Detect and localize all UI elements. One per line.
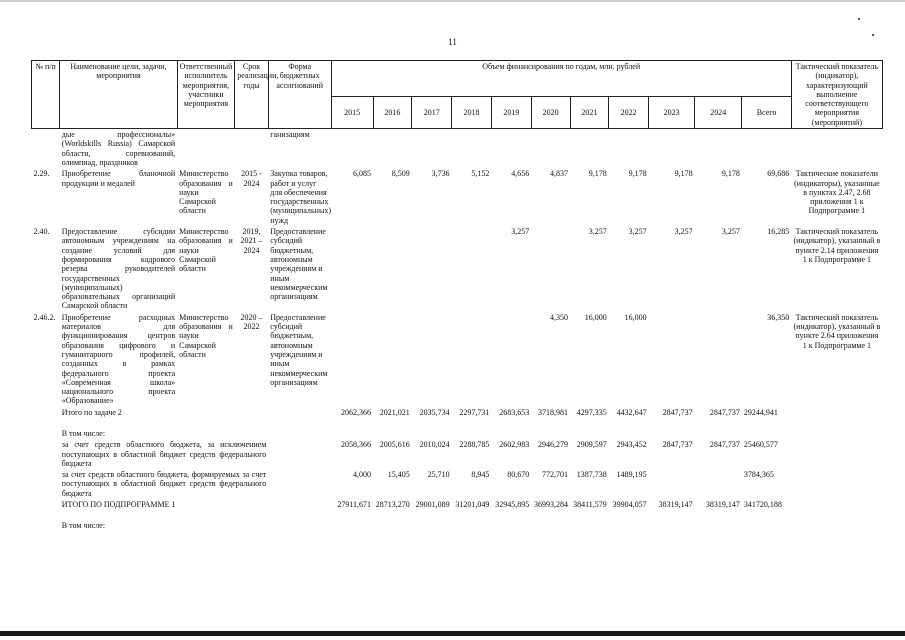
summary-spacer: [32, 407, 60, 418]
summary-value: 772,701: [542, 470, 568, 480]
summary-label: Итого по задаче 2: [61, 407, 122, 417]
row-value: [373, 312, 412, 407]
summary-value: 27911,671: [337, 500, 372, 510]
summary-value: [452, 428, 492, 439]
summary-value: 2288,785: [459, 440, 490, 450]
row-value: [373, 129, 412, 169]
row-num: 2.29.: [33, 169, 50, 179]
summary-label: ИТОГО ПО ПОДПРОГРАММЕ 1: [61, 500, 176, 510]
summary-value: 36993,284: [534, 500, 568, 510]
row-form: Предоставление субсидий бюджетным, автономным учреждениям и иным некоммерческим организациям: [270, 312, 328, 387]
spacer-row: [32, 418, 883, 428]
row-total: 16,285: [767, 227, 790, 237]
summary-value: [570, 428, 609, 439]
row-value: [331, 312, 373, 407]
header-name: Наименование цели, задачи, мероприятия: [60, 61, 177, 129]
row-num: 2.46.2.: [33, 312, 56, 322]
summary-value: 2847,737: [662, 407, 693, 417]
funding-table: [31, 60, 883, 532]
summary-row: [32, 499, 883, 510]
summary-total: 25460,577: [743, 440, 778, 450]
summary-value: 4,000: [353, 470, 372, 480]
row-value: 3,257: [721, 227, 740, 237]
row-value: 16,000: [624, 312, 647, 322]
row-value: [452, 312, 492, 407]
summary-spacer: [32, 439, 60, 469]
header-year: 2022: [609, 97, 649, 129]
row-form: Закупка товаров, работ и услуг для обеспечения государственных (муниципальных) нужд: [270, 169, 331, 225]
row-value: [412, 312, 452, 407]
summary-value: 4432,647: [616, 407, 647, 417]
measure-row: [32, 226, 883, 312]
summary-value: [695, 520, 742, 531]
summary-value: 2005,616: [379, 440, 410, 450]
summary-total: 341720,188: [743, 500, 782, 510]
summary-value: [491, 520, 531, 531]
summary-label: В том числе:: [61, 428, 106, 438]
row-value: [452, 226, 492, 312]
row-name: Приобретение бланочной продукции и медалей: [61, 169, 176, 188]
summary-value: 38319,147: [658, 500, 693, 510]
row-value: [649, 129, 695, 169]
row-value: 3,257: [628, 227, 647, 237]
scan-bottom-edge: [0, 631, 905, 636]
summary-value: 2021,021: [379, 407, 410, 417]
summary-total: [742, 428, 791, 439]
summary-value: [649, 428, 695, 439]
row-term: 2019, 2021 – 2024: [240, 227, 263, 255]
summary-indicator: [791, 499, 882, 510]
row-term: 2015 - 2024: [241, 169, 262, 188]
header-year: 2023: [649, 97, 695, 129]
row-responsible: [177, 129, 235, 169]
row-value: [331, 129, 373, 169]
row-total: [742, 129, 791, 169]
summary-value: 1387,738: [576, 470, 607, 480]
row-term: 2020 – 2022: [240, 312, 263, 332]
summary-indicator: [791, 469, 882, 499]
row-value: 8,509: [391, 169, 410, 179]
row-num: 2.40.: [33, 227, 50, 237]
row-num: [32, 129, 60, 169]
summary-value: 2909,597: [576, 440, 607, 450]
summary-total: [742, 520, 791, 531]
summary-form: [268, 407, 331, 418]
summary-value: [491, 428, 531, 439]
summary-indicator: [791, 428, 882, 439]
row-value: 9,178: [628, 169, 647, 179]
summary-value: 38411,579: [573, 500, 607, 510]
row-value: 3,257: [588, 227, 607, 237]
row-indicator: Тактический показатель (индикатор), указанный в пункте 2.14 приложения 1 к Подпрограмме 1: [793, 227, 881, 264]
row-value: 3,257: [511, 227, 530, 237]
summary-form: [268, 439, 331, 469]
summary-row: [32, 469, 883, 499]
summary-label: за счет средств областного бюджета, за исключением поступающих в областной бюджет средств федерального бюджета: [61, 440, 267, 468]
summary-value: 4297,335: [576, 407, 607, 417]
row-responsible: Министерство образования и науки Самарской области: [179, 312, 233, 359]
header-term: Срок реализации, годы: [235, 61, 269, 129]
summary-value: [412, 520, 452, 531]
row-value: 3,257: [674, 227, 693, 237]
summary-value: 1489,195: [616, 470, 647, 480]
header-year: 2024: [695, 97, 742, 129]
scan-speck: [872, 34, 874, 36]
row-value: [373, 226, 412, 312]
summary-value: 31201,049: [455, 500, 490, 510]
header-form: Форма бюджетных ассигнований: [268, 61, 331, 129]
row-value: 3,736: [431, 169, 450, 179]
summary-form: [268, 469, 331, 499]
row-total: 36,350: [767, 312, 790, 322]
row-form: Предоставление субсидий бюджетным, автономным учреждениям и иным некоммерческим организациям: [270, 227, 328, 302]
row-form: ганизациям: [270, 130, 310, 140]
summary-total: 3784,365: [743, 470, 774, 480]
summary-value: [695, 469, 742, 499]
row-name: дые профессионалы» (Worldskills Russia) Самарской области, соревнований, олимпиад, праздников: [61, 130, 176, 167]
header-indicator: Тактический показатель (индикатор), характеризующий выполнение соответствующего мероприятия (мероприятий): [791, 61, 882, 129]
summary-value: 29001,089: [415, 500, 450, 510]
summary-value: 28713,270: [375, 500, 410, 510]
summary-value: [609, 428, 649, 439]
spacer-row: [32, 510, 883, 520]
summary-value: 2847,737: [709, 440, 740, 450]
row-total: 69,686: [767, 169, 790, 179]
summary-value: 2602,983: [499, 440, 530, 450]
row-indicator: [791, 129, 882, 169]
row-value: [452, 129, 492, 169]
summary-value: 32945,895: [495, 500, 530, 510]
measure-row: [32, 129, 883, 169]
header-year: 2017: [412, 97, 452, 129]
row-value: 9,178: [721, 169, 740, 179]
row-value: [412, 129, 452, 169]
summary-label: за счет средств областного бюджета, формируемых за счет поступающих в областной бюджет средств федерального бюджета: [61, 470, 267, 498]
header-funding: Объем финансирования по годам, млн. рублей: [331, 61, 791, 97]
summary-value: 2847,737: [709, 407, 740, 417]
measure-row: [32, 168, 883, 226]
summary-form: [268, 428, 331, 439]
summary-value: 2943,452: [616, 440, 647, 450]
spacer-cell: [32, 510, 883, 520]
header-year: 2018: [452, 97, 492, 129]
row-value: 4,656: [511, 169, 530, 179]
row-value: [570, 129, 609, 169]
summary-form: [268, 520, 331, 531]
row-value: [695, 129, 742, 169]
summary-value: [331, 428, 373, 439]
header-num: № п/п: [32, 61, 60, 129]
summary-row: [32, 520, 883, 531]
summary-value: 2297,731: [459, 407, 490, 417]
summary-value: 2847,737: [662, 440, 693, 450]
row-value: [609, 129, 649, 169]
row-indicator: Тактические показатели (индикаторы), указанные в пунктах 2.47, 2.68 приложения 1 к Подпрограмме 1: [794, 169, 880, 216]
row-value: 5,152: [471, 169, 490, 179]
summary-value: [570, 520, 609, 531]
header-year: 2016: [373, 97, 412, 129]
summary-value: [373, 520, 412, 531]
row-name: Предоставление субсидии автономным учреждениям на создание условий для формирования кадрового резерва руководителей государственных (муниципальных) образовательных организаций Самарской области: [61, 227, 176, 311]
summary-value: 80,670: [507, 470, 530, 480]
row-value: [491, 312, 531, 407]
summary-value: [452, 520, 492, 531]
summary-value: 38319,147: [705, 500, 740, 510]
summary-indicator: [791, 520, 882, 531]
summary-row: [32, 428, 883, 439]
summary-spacer: [32, 469, 60, 499]
summary-value: 2010,024: [419, 440, 450, 450]
summary-value: [649, 469, 695, 499]
summary-value: 39904,057: [612, 500, 647, 510]
summary-form: [268, 499, 331, 510]
row-responsible: Министерство образования и науки Самарской области: [179, 169, 233, 216]
row-value: 4,837: [550, 169, 568, 179]
header-year: 2015: [331, 97, 373, 129]
summary-spacer: [32, 428, 60, 439]
summary-row: [32, 407, 883, 418]
summary-label: В том числе:: [61, 521, 106, 531]
summary-row: [32, 439, 883, 469]
measure-row: [32, 312, 883, 407]
row-value: 16,000: [584, 312, 607, 322]
scan-speck: [858, 18, 860, 20]
summary-value: 3718,981: [538, 407, 568, 417]
summary-value: 25,710: [427, 470, 450, 480]
row-value: [331, 226, 373, 312]
row-value: [531, 129, 570, 169]
summary-value: [531, 428, 570, 439]
summary-value: [695, 428, 742, 439]
summary-value: [331, 520, 373, 531]
summary-value: 8,945: [471, 470, 490, 480]
summary-indicator: [791, 439, 882, 469]
summary-value: [531, 520, 570, 531]
row-responsible: Министерство образования и науки Самарской области: [179, 227, 233, 274]
row-term: [235, 129, 269, 169]
header-total: Всего: [742, 97, 791, 129]
row-value: [649, 312, 695, 407]
row-value: 9,178: [674, 169, 693, 179]
summary-indicator: [791, 407, 882, 418]
summary-value: [373, 428, 412, 439]
spacer-cell: [32, 418, 883, 428]
row-value: [695, 312, 742, 407]
summary-spacer: [32, 520, 60, 531]
row-value: [412, 226, 452, 312]
row-name: Приобретение расходных материалов для функционирования центров образования цифрового и гуманитарного профилей, созданных в рамках федерального проекта «Современная школа» национального проекта «Образование»: [61, 312, 176, 406]
page-number: 11: [448, 37, 457, 47]
row-indicator: Тактический показатель (индикатор), указанный в пункте 2.64 приложения 1 к Подпрограмме 1: [793, 312, 881, 350]
header-year: 2020: [531, 97, 570, 129]
summary-spacer: [32, 499, 60, 510]
summary-value: 2683,653: [499, 407, 530, 417]
summary-value: [649, 520, 695, 531]
header-year: 2019: [491, 97, 531, 129]
row-value: 9,178: [588, 169, 607, 179]
summary-total: 29244,941: [743, 407, 778, 417]
row-value: 6,085: [353, 169, 372, 179]
summary-value: 15,405: [387, 470, 410, 480]
row-value: [491, 129, 531, 169]
summary-value: [609, 520, 649, 531]
row-value: [531, 226, 570, 312]
summary-value: 2035,734: [419, 407, 450, 417]
summary-value: [412, 428, 452, 439]
row-value: 4,350: [550, 312, 568, 322]
scan-top-edge: [0, 0, 905, 2]
header-year: 2021: [570, 97, 609, 129]
summary-value: 2946,279: [538, 440, 568, 450]
summary-value: 2062,366: [341, 407, 372, 417]
header-responsible: Ответственный исполнитель мероприятия, участники мероприятия: [177, 61, 235, 129]
summary-value: 2058,366: [341, 440, 372, 450]
